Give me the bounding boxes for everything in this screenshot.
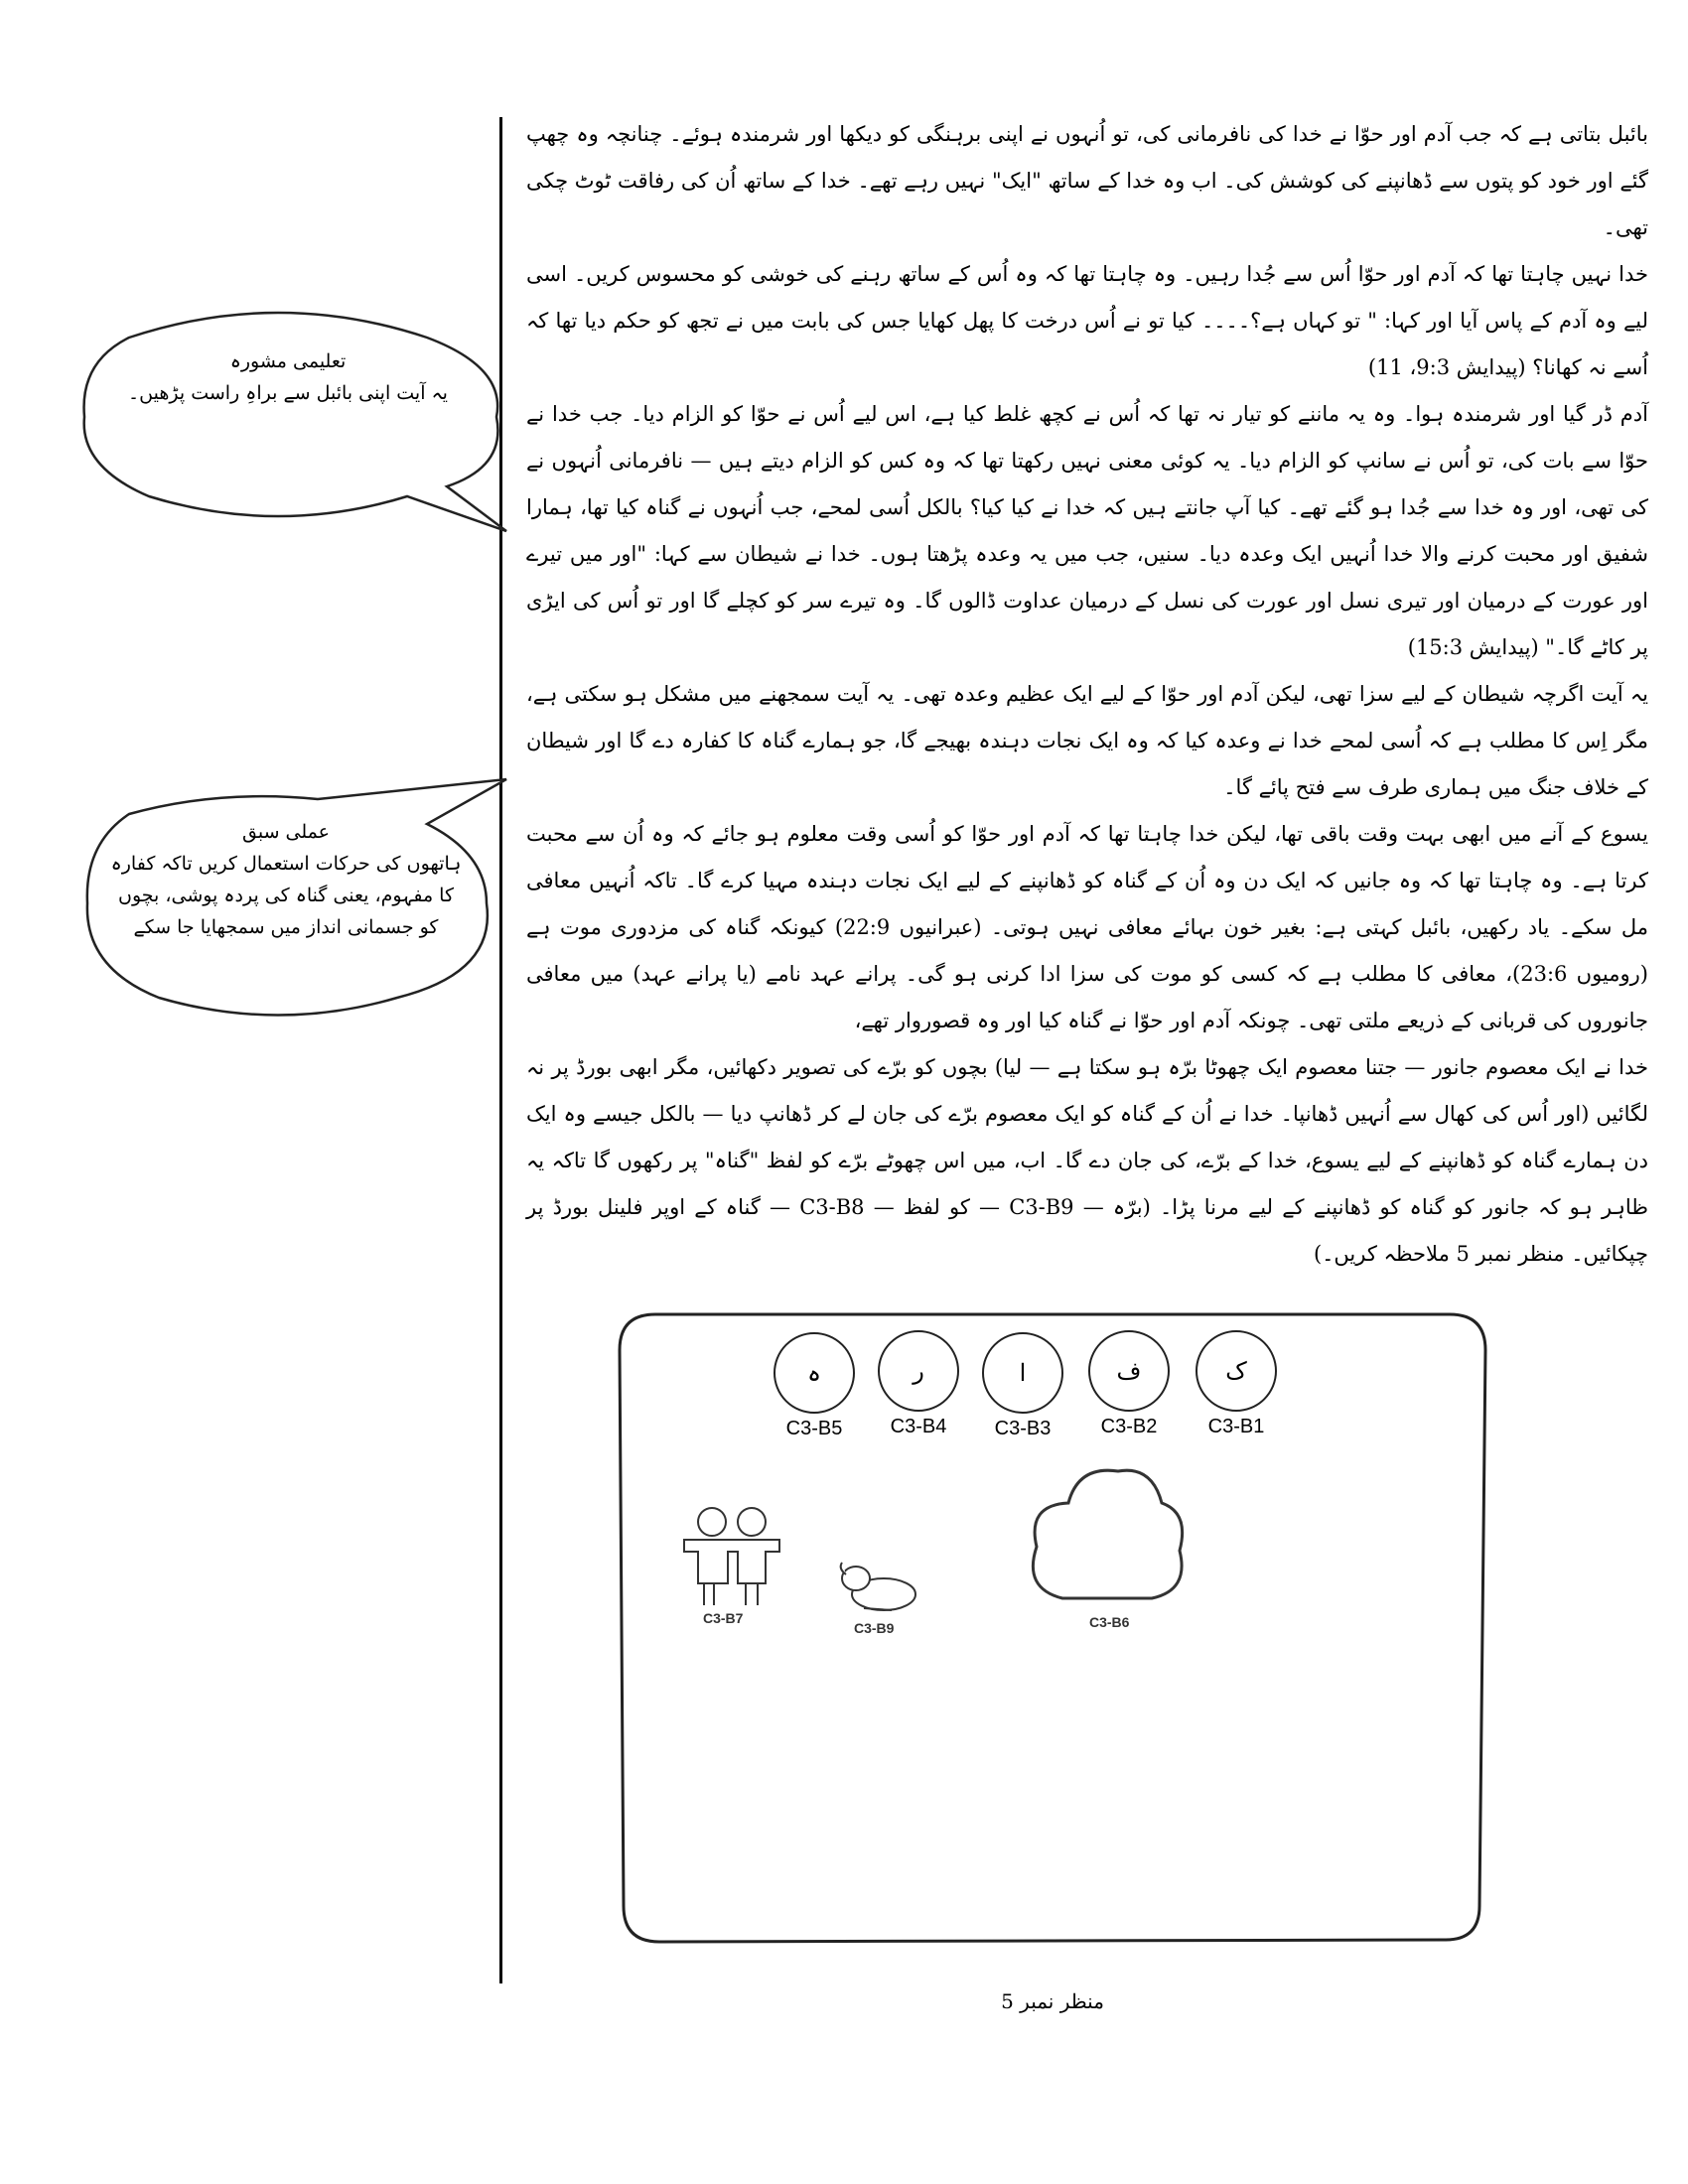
letter-code: C3-B5 [785,1418,843,1439]
letter-card [1187,1330,1286,1438]
lesson-text [526,111,1648,1278]
lamb-figure-code: C3-B9 [854,1620,895,1636]
paragraph-6: خدا نے ایک معصوم جانور — جتنا معصوم ایک چھوٹا برّہ ہو سکتا ہے — لیا) بچوں کو برّے کی تصویر دکھائیں، مگر ابھی بورڈ پر نہ لگائیں (اور اُس کی کھال سے اُنہیں ڈھانپا۔ خدا نے اُن کے گناہ کو ایک معصوم برّے کی جان لے کر ڈھانپ دیا — بالکل جیسے وہ ایک دن ہمارے گناہ کو ڈھانپنے کے لیے یسوع، خدا کے برّے، کی جان دے گا۔ اب، میں اس چھوٹے برّے کو لفظ "گناہ" پر رکھوں گا تاکہ یہ ظاہر ہو کہ جانور کو گناہ کو ڈھانپنے کے لیے مرنا پڑا۔ (برّہ — C3-B9 — کو لفظ — C3-B8 — گناہ کے اوپر فلینل بورڈ پر چپکائیں۔ منظر نمبر 5 ملاحظہ کریں۔) [526,1055,1648,1266]
letter-circle: ا [982,1332,1063,1414]
scene-5-board [616,1310,1489,1946]
letter-card [1079,1330,1179,1438]
callout-title: تعلیمی مشورہ [229,350,347,372]
paragraph-1: بائبل بتاتی ہے کہ جب آدم اور حوّا نے خدا کی نافرمانی کی، تو اُنہوں نے اپنی برہنگی کو دیکھا اور شرمندہ ہوئے۔ چنانچہ وہ چھپ گئے اور خود کو پتوں سے ڈھانپنے کی کوشش کی۔ اب وہ خدا کے ساتھ "ایک" نہیں رہے تھے۔ خدا کے ساتھ اُن کی رفاقت ٹوٹ چکی تھی۔ [526,122,1648,239]
letter-card [869,1330,968,1438]
children-figure [680,1504,789,1613]
letter-code: C3-B4 [890,1416,947,1437]
paragraph-2: خدا نہیں چاہتا تھا کہ آدم اور حوّا اُس سے جُدا رہیں۔ وہ چاہتا تھا کہ وہ اُس کے ساتھ رہنے کی خوشی کو محسوس کریں۔ اسی لیے وہ آدم کے پاس آیا اور کہا: " تو کہاں ہے؟۔۔۔۔ کیا تو نے اُس درخت کا پھل کھایا جس کی بابت میں نے تجھ کو حکم دیا تھا کہ اُسے نہ کھانا؟ (پیدایش 9:3، 11) [526,262,1649,379]
letter-code: C3-B3 [994,1418,1052,1439]
letter-circle: ر [878,1330,959,1412]
cloud-figure-code: C3-B6 [1089,1614,1130,1630]
lamb-figure [834,1559,923,1618]
teaching-tip-callout [70,298,516,546]
speech-bubble-shape [70,298,516,546]
children-figure-code: C3-B7 [703,1610,744,1626]
paragraph-3: آدم ڈر گیا اور شرمندہ ہوا۔ وہ یہ ماننے کو تیار نہ تھا کہ اُس نے کچھ غلط کیا ہے، اس لیے اُس نے حوّا کو الزام دیا۔ جب خدا نے حوّا سے بات کی، تو اُس نے سانپ کو الزام دیا۔ یہ کوئی معنی نہیں رکھتا تھا کہ وہ کس کو الزام دیتے ہیں — نافرمانی اُنہوں نے کی تھی، اور وہ خدا سے جُدا ہو گئے تھے۔ کیا آپ جانتے ہیں کہ خدا نے کیا کیا؟ بالکل اُسی لمحے، جب اُنہوں نے گناہ کیا تھا، ہمارا شفیق اور محبت کرنے والا خدا اُنہیں ایک وعدہ دیا۔ سنیں، جب میں یہ وعدہ پڑھتا ہوں۔ خدا نے شیطان سے کہا: "اور میں تیرے اور عورت کے درمیان اور تیری نسل اور عورت کی نسل کے درمیان عداوت ڈالوں گا۔ وہ تیرے سر کو کچلے گا اور تو اُس کی ایڑی پر کاٹے گا۔" (پیدایش 15:3) [526,402,1648,659]
practical-lesson-callout [70,774,516,1032]
letter-circle: ہ [774,1332,855,1414]
paragraph-4: یہ آیت اگرچہ شیطان کے لیے سزا تھی، لیکن آدم اور حوّا کے لیے ایک عظیم وعدہ تھی۔ یہ آیت سمجھنے میں مشکل ہو سکتی ہے، مگر اِس کا مطلب ہے کہ اُسی لمحے خدا نے وعدہ کیا کہ وہ ایک نجات دہندہ بھیجے گا، جو ہمارے گناہ کا کفارہ دے گا اور شیطان کے خلاف جنگ میں ہماری طرف سے فتح پائے گا۔ [526,682,1648,799]
letter-card [973,1332,1072,1440]
letter-circle: ک [1196,1330,1277,1412]
paragraph-5: یسوع کے آنے میں ابھی بہت وقت باقی تھا، لیکن خدا چاہتا تھا کہ آدم اور حوّا کو اُسی وقت معلوم ہو جائے کہ وہ اُن سے محبت کرتا ہے۔ وہ چاہتا تھا کہ وہ جانیں کہ ایک دن وہ اُن کے گناہ کو ڈھانپنے کے لیے ایک نجات دہندہ مہیا کرے گا۔ تاکہ اُنہیں معافی مل سکے۔ یاد رکھیں، بائبل کہتی ہے: بغیر خون بہائے معافی نہیں ہوتی۔ (عبرانیوں 22:9) کیونکہ گناہ کی مزدوری موت ہے (رومیوں 23:6)، معافی کا مطلب ہے کہ کسی کو موت کی سزا ادا کرنی ہو گی۔ پرانے عہد نامے (یا پرانے عہد) میں معافی جانوروں کی قربانی کے ذریعے ملتی تھی۔ چونکہ آدم اور حوّا نے گناہ کیا اور وہ قصوروار تھے، [526,822,1648,1032]
scene-caption: منظر نمبر 5 [1001,1989,1104,2013]
callout-title: عملی سبق [242,821,330,843]
callout-body: یہ آیت اپنی بائبل سے براہِ راست پڑھیں۔ [128,382,448,404]
cloud-figure [1023,1459,1192,1618]
letter-code: C3-B1 [1207,1416,1265,1437]
letter-code: C3-B2 [1100,1416,1158,1437]
callout-body: ہاتھوں کی حرکات استعمال کریں تاکہ کفارہ کا مفہوم، یعنی گناہ کی پردہ پوشی، بچوں کو جسمانی انداز میں سمجھایا جا سکے [110,853,462,938]
letter-card [765,1332,864,1440]
letter-circle: ف [1088,1330,1170,1412]
